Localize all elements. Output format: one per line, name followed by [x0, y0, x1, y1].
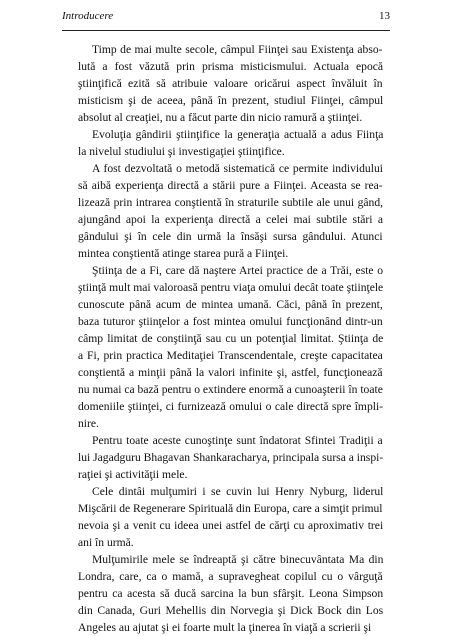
text-line: lută a fost văzută prin prisma misticismului. Actuala epocă: [78, 60, 384, 73]
text-line: lizează prin intrarea conştientă în straturile subtile ale unui gând,: [78, 196, 384, 209]
page-number: 13: [379, 10, 390, 22]
text-line: Mulţumirile mele se îndreaptă şi către binecuvântata Ma din: [92, 553, 384, 566]
text-line: la nivelul studiului şi investigaţiei ştiinţifice.: [78, 145, 285, 158]
text-line: să aibă experienţa directă a stării pure a Fiinţei. Aceasta se rea-: [78, 179, 383, 192]
text-line: Mişcării de Regenerare Spirituală din Europa, care a simţit primul: [78, 502, 383, 515]
text-line: domeniile ştiinţei, ci furnizează omului o cale directă spre împli-: [78, 400, 384, 413]
text-line: Pentru toate aceste cunoştinţe sunt îndatorat Sfintei Tradiţii a: [92, 434, 383, 447]
paragraph: [78, 432, 397, 483]
text-line: Ştiinţa de a Fi, care dă naştere Artei practice de a Trăi, este o: [92, 264, 384, 277]
text-line: Angeles au ajutat şi ei foarte mult la ţinerea în viaţă a scrierii şi: [78, 621, 372, 634]
text-line: a Fi, prin practica Meditaţiei Transcendentale, creşte capacitatea: [78, 349, 383, 362]
text-line: Evoluţia gândirii ştiinţifice la generaţia actuală a adus Fiinţa: [92, 128, 384, 141]
text-line: pentru ca acesta să ducă sarcina la bun sfârşit. Leona Simpson: [78, 587, 384, 600]
paragraph: [78, 41, 397, 126]
body-text: [78, 41, 397, 636]
text-line: din Canada, Guri Mehellis din Norvegia şi Dick Bock din Los: [78, 604, 384, 617]
text-line: baza tuturor ştiinţelor a fost mintea omului funcţionând dintr-un: [78, 315, 383, 328]
text-line: Timp de mai multe secole, câmpul Fiinţei sau Existenţa abso-: [92, 43, 383, 56]
chapter-title: Introducere: [62, 10, 114, 22]
text-line: mintea conştientă atinge starea pură a Fiinţei.: [78, 247, 289, 260]
text-line: absolut al creaţiei, nu a făcut parte din nicio ramură a ştiinţei.: [78, 111, 363, 124]
text-line: raţiei şi activităţii mele.: [78, 468, 188, 481]
paragraph: [78, 126, 397, 160]
text-line: nu numai ca bază pentru o extindere enormă a cunoaşterii în toate: [78, 383, 383, 396]
text-line: ani în urmă.: [78, 536, 134, 549]
paragraph: [78, 551, 397, 636]
text-line: conştientă a minţii până la valori infinite şi, astfel, funcţionează: [78, 366, 383, 379]
text-line: lui Jagadguru Bhagavan Shankaracharya, principala sursa a inspi-: [78, 451, 384, 464]
text-line: ştiinţifică ezită să atribuie valoare oricărui aspect învăluit în: [78, 77, 383, 90]
text-line: ajungând apoi la experienţa directă a celei mai subtile stări a: [78, 213, 384, 226]
running-header: [62, 10, 390, 22]
text-line: cunoscute până acum de mintea umană. Căci, până în prezent,: [78, 298, 383, 311]
text-line: ştiinţă mult mai valoroasă pentru viaţa omului decât toate ştiinţele: [78, 281, 384, 294]
text-line: nire.: [78, 417, 99, 430]
header-rule: [62, 30, 390, 31]
paragraph: [78, 160, 397, 262]
text-line: nevoia şi a venit cu ideea unei astfel de cărţi cu aproximativ trei: [78, 519, 384, 532]
text-line: gândului şi în cele din urmă la însăşi sursa gândului. Atunci: [78, 230, 383, 243]
paragraph: [78, 262, 397, 432]
text-line: misticism şi de aceea, până în prezent, studiul Fiinţei, câmpul: [78, 94, 384, 107]
text-line: A fost dezvoltată o metodă sistematică ce permite individului: [92, 162, 383, 175]
paragraph: [78, 483, 397, 551]
text-line: Londra, care, ca o mamă, a supravegheat copilul cu o vârguţă: [78, 570, 383, 583]
text-line: câmp limitat de conştiinţă sau cu un potenţial limitat. Ştiinţa de: [78, 332, 384, 345]
text-line: Cele dintâi mulţumiri i se cuvin lui Henry Nyburg, liderul: [92, 485, 384, 498]
